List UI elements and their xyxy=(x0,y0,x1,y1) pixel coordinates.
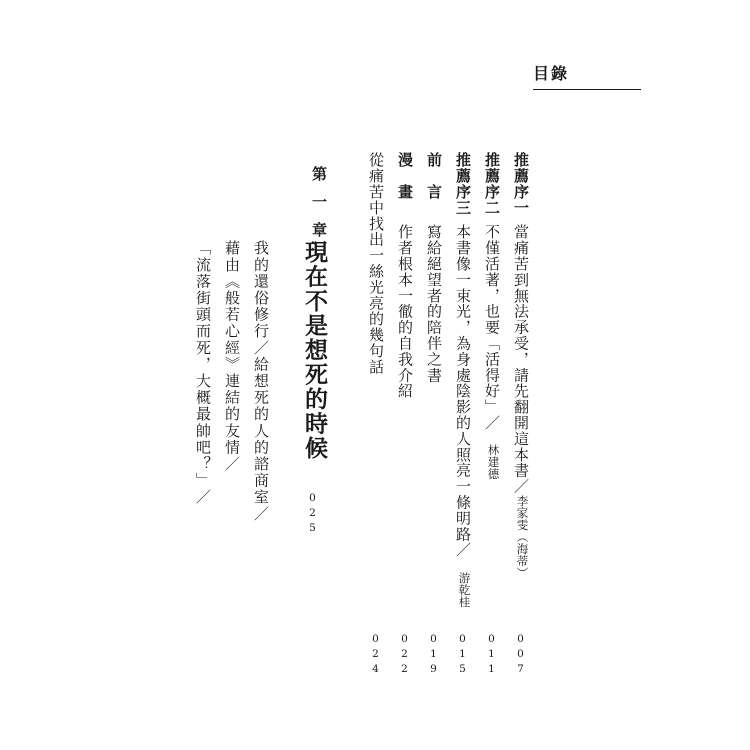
entry-title: 當痛苦到無法承受，請先翻開這本書／ xyxy=(512,224,530,495)
entry-page: 024 xyxy=(369,633,382,678)
entry-title: 寫給絕望者的陪伴之書 xyxy=(425,224,443,383)
entry-label: 推薦序一 xyxy=(512,152,530,216)
entry-title: 不僅活著，也要「活得好」／ xyxy=(483,224,501,431)
chapter-section-line: 我的還俗修行／給想死的人的諮商室／ xyxy=(252,240,270,523)
entry-page: 011 xyxy=(485,633,498,678)
toc-heading: 目錄 xyxy=(533,64,570,83)
chapter-page: 025 xyxy=(306,492,319,537)
entry-title: 作者根本一徹的自我介紹 xyxy=(396,224,414,399)
heading-rule xyxy=(533,89,641,90)
chapter-label: 第一章 xyxy=(310,166,328,250)
chapter-title: 現在不是想死的時候 xyxy=(301,240,327,461)
entry-page: 015 xyxy=(456,633,469,678)
entry-author: 林建德 xyxy=(486,444,501,480)
entry-label: 推薦序三 xyxy=(454,152,472,216)
chapter-section-line: 藉由《般若心經》連結的友情／ xyxy=(223,240,241,473)
entry-label: 推薦序二 xyxy=(483,152,501,216)
entry-title: 本書像一束光，為身處陰影的人照亮一條明路／ xyxy=(454,224,472,558)
chapter-section-line: 「流落街頭而死，大概最帥吧？」／ xyxy=(194,240,212,506)
entry-page: 007 xyxy=(514,633,527,678)
entry-page: 019 xyxy=(427,633,440,678)
entry-author: 游乾桂 xyxy=(457,572,472,608)
entry-label: 漫 畫 xyxy=(396,152,414,200)
entry-label: 前 言 xyxy=(425,152,443,200)
entry-title: 從痛苦中找出一絲光亮的幾句話 xyxy=(367,152,385,375)
entry-author: 李家雯（海蒂） xyxy=(515,495,530,579)
entry-page: 022 xyxy=(398,633,411,678)
